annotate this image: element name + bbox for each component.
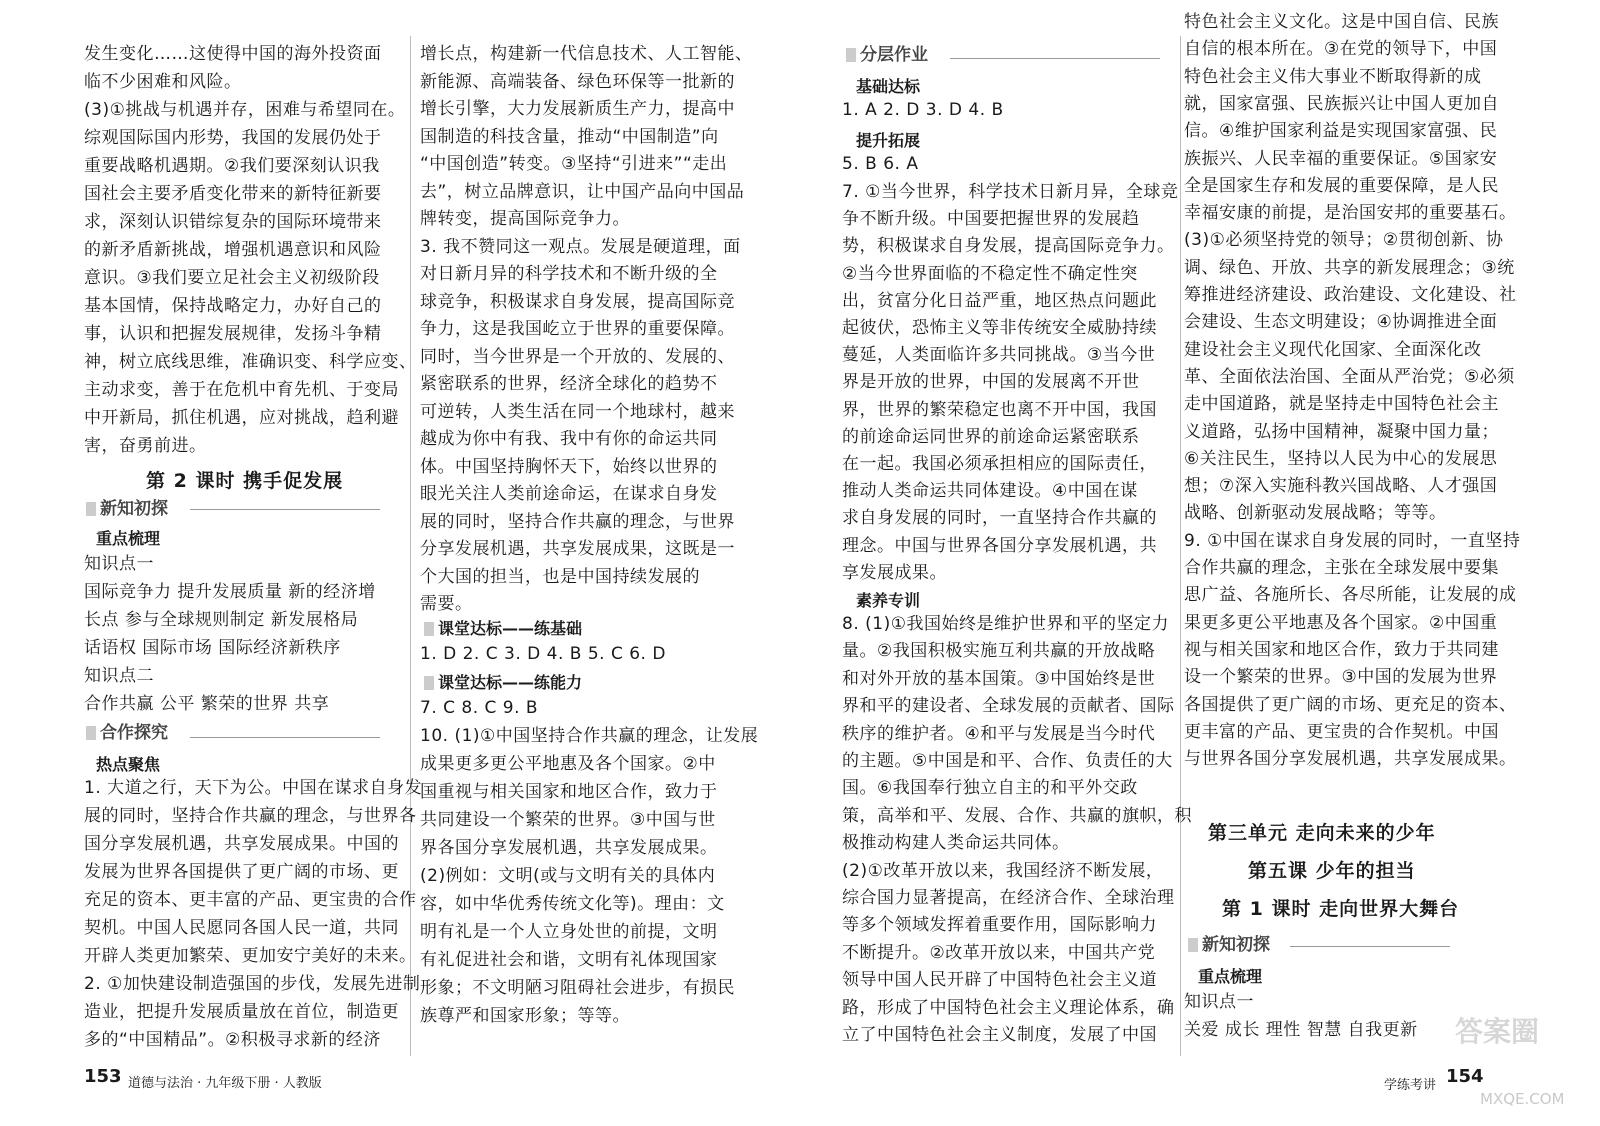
- text-line: 的前途命运同世界的前途命运紧密联系: [842, 426, 1140, 447]
- text-line: 8. (1)①我国始终是维护世界和平的坚定力: [842, 614, 1169, 634]
- knowledge-point-2-label: 知识点二: [84, 666, 154, 686]
- text-line: 就，国家富强、民族振兴让中国人更加自: [1184, 93, 1499, 114]
- text-line: 信。④维护国家利益是实现国家富强、民: [1184, 121, 1498, 142]
- text-line: 战略、创新驱动发展战略；等等。: [1184, 503, 1447, 524]
- text-line: 对日新月异的科学技术和不断升级的全: [420, 264, 718, 284]
- section-rule: [950, 58, 1160, 59]
- text-line: 和对外开放的基本国策。③中国始终是世: [842, 668, 1156, 689]
- text-line: 眼光关注人类前途命运，在谋求自身发: [420, 484, 718, 504]
- section-marker-icon: [846, 48, 856, 62]
- text-line: 9. ①中国在谋求自身发展的同时，一直坚持: [1184, 530, 1521, 551]
- text-line: 想；⑦深入实施科教兴国战略、人才强国: [1184, 476, 1498, 497]
- section-marker-icon: [86, 726, 96, 740]
- text-line: 走中国道路，就是坚持走中国特色社会主: [1184, 394, 1499, 415]
- text-line: 领导中国人民开辟了中国特色社会主义道: [842, 970, 1157, 991]
- text-line: (3)①必须坚持党的领导；②贯彻创新、协: [1184, 230, 1504, 251]
- text-line: 综合国力显著提高，在经济合作、全球治理: [842, 888, 1175, 908]
- text-line: 综观国际国内形势，我国的发展仍处于: [84, 128, 382, 148]
- text-line: 个大国的担当，也是中国持续发展的: [420, 566, 700, 587]
- text-line: 容，如中华优秀传统文化等)。理由：文: [420, 894, 725, 914]
- knowledge-point-2-content: 合作共赢 公平 繁荣的世界 共享: [84, 694, 330, 714]
- section-new-knowledge-2: 新知初探: [1188, 930, 1270, 955]
- text-line: 事，认识和把握发展规律，发扬斗争精: [84, 324, 382, 344]
- unit-title: 第三单元 走向未来的少年: [1208, 822, 1436, 844]
- subsection-hot-topics: 热点聚焦: [96, 755, 161, 774]
- text-line: “中国创造”转变。③坚持“引进来”“走出: [420, 154, 728, 174]
- text-line: 成果更多更公平地惠及各个国家。②中: [420, 754, 716, 774]
- text-line: 蔓延，人类面临许多共同挑战。③当今世: [842, 345, 1156, 366]
- subsection-key-points-2: 重点梳理: [1198, 967, 1263, 986]
- text-line: 出，贫富分化日益严重，地区热点问题此: [842, 290, 1157, 311]
- text-line: 设一个繁荣的世界。③中国的发展为世界: [1184, 667, 1498, 688]
- text-line: 展的同时，坚持合作共赢的理念，与世界: [420, 511, 735, 532]
- text-line: 明有礼是一个人立身处世的前提，文明: [420, 922, 718, 942]
- knowledge-point-1-label-2: 知识点一: [1184, 992, 1254, 1012]
- text-line: 全是国家生存和发展的重要保障，是人民: [1184, 175, 1499, 196]
- knowledge-point-1-content-2: 关爱 成长 理性 智慧 自我更新: [1184, 1020, 1418, 1040]
- text-line: 国。⑥我国奉行独立自主的和平外交政: [842, 778, 1138, 799]
- text-line: 临不少困难和风险。: [84, 72, 242, 92]
- text-line: 量。②我国积极实施互利共赢的开放战略: [842, 641, 1156, 662]
- text-line: 展的同时，坚持合作共赢的理念，与世界各: [84, 806, 417, 826]
- text-line: 在一起。我国必须承担相应的国际责任，: [842, 454, 1157, 474]
- section-marker-icon: [86, 502, 96, 516]
- answers-class-ability: 7. C 8. C 9. B: [420, 698, 539, 718]
- text-line: 去”，树立品牌意识，让中国产品向中国品: [420, 181, 745, 202]
- text-line: 筹推进经济建设、政治建设、文化建设、社: [1184, 285, 1517, 305]
- text-line: 争力，这是我国屹立于世界的重要保障。: [420, 319, 735, 339]
- text-line: 可逆转，人类生活在同一个地球村，越来: [420, 401, 735, 422]
- text-line: 界各国分享发展机遇，共享发展成果。: [420, 838, 718, 858]
- text-line: 国际竞争力 提升发展质量 新的经济增: [84, 582, 376, 602]
- text-line: 视与相关国家和地区合作，致力于共同建: [1184, 639, 1499, 660]
- text-line: 族尊严和国家形象；等等。: [420, 1006, 630, 1026]
- watermark-url: MXQE.COM: [1480, 1090, 1565, 1108]
- text-line: 界和平的建设者、全球发展的贡献者、国际: [842, 696, 1175, 717]
- text-line: 契机。中国人民愿同各国人民一道，共同: [84, 918, 399, 938]
- subsection-extension: 提升拓展: [856, 131, 921, 150]
- text-line: 增长引擎，大力发展新质生产力，提高中: [420, 99, 735, 119]
- text-line: 中开新局，抓住机遇，应对挑战，趋利避: [84, 408, 399, 428]
- text-line: 的新矛盾新挑战，增强机遇意识和风险: [84, 240, 382, 260]
- section-marker-icon: [424, 622, 434, 636]
- text-line: 果更多更公平地惠及各个国家。②中国重: [1184, 612, 1498, 633]
- text-line: 发展为世界各国提供了更广阔的市场、更: [84, 862, 399, 882]
- text-line: 等多个领域发挥着重要作用，国际影响力: [842, 915, 1157, 936]
- text-line: 求自身发展的同时，一直坚持合作共赢的: [842, 508, 1157, 529]
- text-line: (2)例如：文明(或与文明有关的具体内: [420, 866, 716, 886]
- lesson-title-5: 第五课 少年的担当: [1248, 860, 1416, 882]
- text-line: 争不断升级。中国要把握世界的发展趋: [842, 209, 1140, 230]
- watermark-logo: 答案圈: [1455, 1015, 1540, 1048]
- answers-class-basic: 1. D 2. C 3. D 4. B 5. C 6. D: [420, 644, 666, 664]
- text-line: (3)①挑战与机遇并存，困难与希望同在。: [84, 100, 406, 120]
- text-line: 长点 参与全球规则制定 新发展格局: [84, 610, 359, 630]
- text-line: 幸福安康的前提，是治国安邦的重要基石。: [1184, 203, 1517, 224]
- subsection-class-ability: 课堂达标——练能力: [424, 670, 582, 693]
- text-line: 国分享发展机遇，共享发展成果。中国的: [84, 834, 399, 854]
- section-rule: [190, 737, 380, 738]
- section-cooperation: [86, 718, 168, 743]
- text-line: 有礼促进社会和谐，文明有礼体现国家: [420, 950, 718, 970]
- text-line: 增长点，构建新一代信息技术、人工智能、: [420, 44, 753, 64]
- text-line: 推动人类命运共同体建设。④中国在谋: [842, 481, 1138, 502]
- book-title-left: 道德与法治 · 九年级下册 · 人教版: [128, 1076, 322, 1091]
- text-line: 害，奋勇前进。: [84, 436, 207, 456]
- page-number-right: 154: [1446, 1066, 1484, 1087]
- text-line: 特色社会主义文化。这是中国自信、民族: [1184, 12, 1499, 32]
- answers-extension: 5. B 6. A: [842, 154, 919, 174]
- section-label: 新知初探: [100, 499, 168, 519]
- text-line: 起彼伏，恐怖主义等非传统安全威胁持续: [842, 318, 1157, 338]
- text-line: 神，树立底线思维，准确识变、科学应变、: [84, 352, 417, 372]
- text-line: 新能源、高端装备、绿色环保等一批新的: [420, 71, 735, 92]
- text-line: 极推动构建人类命运共同体。: [842, 833, 1070, 854]
- text-line: 需要。: [420, 594, 473, 614]
- text-line: 立了中国特色社会主义制度，发展了中国: [842, 1025, 1157, 1045]
- text-line: 共同建设一个繁荣的世界。③中国与世: [420, 810, 716, 830]
- text-line: 界是开放的世界，中国的发展离不开世: [842, 372, 1140, 393]
- section-marker-icon: [1188, 938, 1198, 952]
- text-line: 享发展成果。: [842, 562, 947, 583]
- text-line: ②当今世界面临的不稳定性不确定性突: [842, 263, 1138, 284]
- text-line: 1. 大道之行，天下为公。中国在谋求自身发: [84, 778, 423, 798]
- text-line: 族振兴、人民幸福的重要保证。⑤国家安: [1184, 148, 1498, 169]
- knowledge-point-1-label: 知识点一: [84, 554, 154, 574]
- text-line: 各国提供了更广阔的市场、更充足的资本、: [1184, 694, 1517, 715]
- text-line: 分享发展机遇，共享发展成果，这既是一: [420, 539, 735, 559]
- subsection-basic: 基础达标: [856, 77, 921, 96]
- text-line: 自信的根本所在。③在党的领导下，中国: [1184, 39, 1498, 60]
- subsection-literacy: 素养专训: [856, 591, 921, 610]
- column-divider-right: [1180, 36, 1181, 1056]
- text-line: 充足的资本、更丰富的产品、更宝贵的合作: [84, 890, 417, 910]
- text-line: 思广益、各施所长、各尽所能，让发展的成: [1184, 585, 1517, 606]
- text-line: 更丰富的产品、更宝贵的合作契机。中国: [1184, 721, 1499, 742]
- section-rule: [190, 509, 380, 510]
- text-line: 同时，当今世界是一个开放的、发展的、: [420, 346, 735, 367]
- subsection-class-basic: 课堂达标——练基础: [424, 616, 582, 639]
- text-line: 球竞争，积极谋求自身发展，提高国际竞: [420, 291, 735, 312]
- text-line: 基本国情，保持战略定力，办好自己的: [84, 296, 382, 316]
- text-line: 界，世界的繁荣稳定也离不开中国，我国: [842, 399, 1157, 420]
- text-line: 国社会主要矛盾变化带来的新特征新要: [84, 184, 382, 204]
- text-line: 牌转变，提高国际竞争力。: [420, 209, 630, 229]
- text-line: 紧密联系的世界，经济全球化的趋势不: [420, 374, 718, 394]
- text-line: (2)①改革开放以来，我国经济不断发展，: [842, 860, 1164, 881]
- text-line: 发生变化……这使得中国的海外投资面: [84, 44, 382, 64]
- text-line: 合作共赢的理念，主张在全球发展中要集: [1184, 558, 1499, 578]
- text-line: 越成为你中有我、我中有你的命运共同: [420, 429, 718, 449]
- text-line: 意识。③我们要立足社会主义初级阶段: [84, 268, 380, 288]
- text-line: 10. (1)①中国坚持合作共赢的理念，让发展: [420, 726, 759, 746]
- text-line: 开辟人类更加繁荣、更加安宁美好的未来。: [84, 946, 417, 966]
- text-line: 建设社会主义现代化国家、全面深化改: [1184, 339, 1482, 360]
- section-new-knowledge: [86, 494, 168, 519]
- section-rule: [1290, 946, 1450, 947]
- text-line: ⑥关注民生，坚持以人民为中心的发展思: [1184, 448, 1498, 469]
- text-line: 与世界各国分享发展机遇，共享发展成果。: [1184, 749, 1517, 770]
- text-line: 2. ①加快建设制造强国的步伐，发展先进制: [84, 974, 421, 994]
- section-layered-homework: 分层作业: [846, 40, 928, 65]
- text-line: 特色社会主义伟大事业不断取得新的成: [1184, 66, 1482, 87]
- text-line: 的主题。⑤中国是和平、合作、负责任的大: [842, 751, 1173, 771]
- text-line: 理念。中国与世界各国分享发展机遇，共: [842, 535, 1157, 556]
- text-line: 重要战略机遇期。②我们要深刻认识我: [84, 156, 380, 176]
- text-line: 形象；不文明陋习阻碍社会进步，有损民: [420, 978, 735, 998]
- text-line: 势，积极谋求自身发展，提高国际竞争力。: [842, 236, 1175, 257]
- page-number-left: 153: [84, 1066, 122, 1087]
- section-marker-icon: [424, 676, 434, 690]
- text-line: 路，形成了中国特色社会主义理论体系，确: [842, 997, 1175, 1018]
- text-line: 义道路，弘扬中国精神，凝聚中国力量；: [1184, 421, 1499, 442]
- text-line: 体。中国坚持胸怀天下，始终以世界的: [420, 456, 718, 477]
- answers-basic: 1. A 2. D 3. D 4. B: [842, 100, 1004, 120]
- text-line: 调、绿色、开放、共享的新发展理念；③统: [1184, 257, 1515, 278]
- text-line: 国重视与相关国家和地区合作，致力于: [420, 782, 718, 802]
- text-line: 7. ①当今世界，科学技术日新月异，全球竞: [842, 182, 1179, 202]
- text-line: 策，高举和平、发展、合作、共赢的旗帜，积: [842, 805, 1192, 826]
- period-title: 第 1 课时 走向世界大舞台: [1222, 898, 1460, 920]
- text-line: 造业，把提升发展质量放在首位，制造更: [84, 1002, 399, 1022]
- section-label: 合作探究: [100, 723, 168, 743]
- subsection-key-points: 重点梳理: [96, 529, 161, 548]
- text-line: 不断提升。②改革开放以来，中国共产党: [842, 942, 1156, 963]
- text-line: 话语权 国际市场 国际经济新秩序: [84, 638, 341, 658]
- text-line: 秩序的维护者。④和平与发展是当今时代: [842, 723, 1156, 744]
- text-line: 国制造的科技含量，推动“中国制造”向: [420, 126, 719, 147]
- text-line: 会建设、生态文明建设；④协调推进全面: [1184, 312, 1498, 333]
- text-line: 3. 我不赞同这一观点。发展是硬道理，面: [420, 236, 741, 257]
- text-line: 求，深刻认识错综复杂的国际环境带来: [84, 212, 382, 232]
- lesson-title: 第 2 课时 携手促发展: [146, 470, 344, 492]
- text-line: 革、全面依法治国、全面从严治党；⑤必须: [1184, 366, 1515, 387]
- text-line: 多的“中国精品”。②积极寻求新的经济: [84, 1030, 381, 1050]
- text-line: 主动求变，善于在危机中育先机、于变局: [84, 380, 399, 400]
- book-title-right: 学练考讲: [1384, 1078, 1437, 1093]
